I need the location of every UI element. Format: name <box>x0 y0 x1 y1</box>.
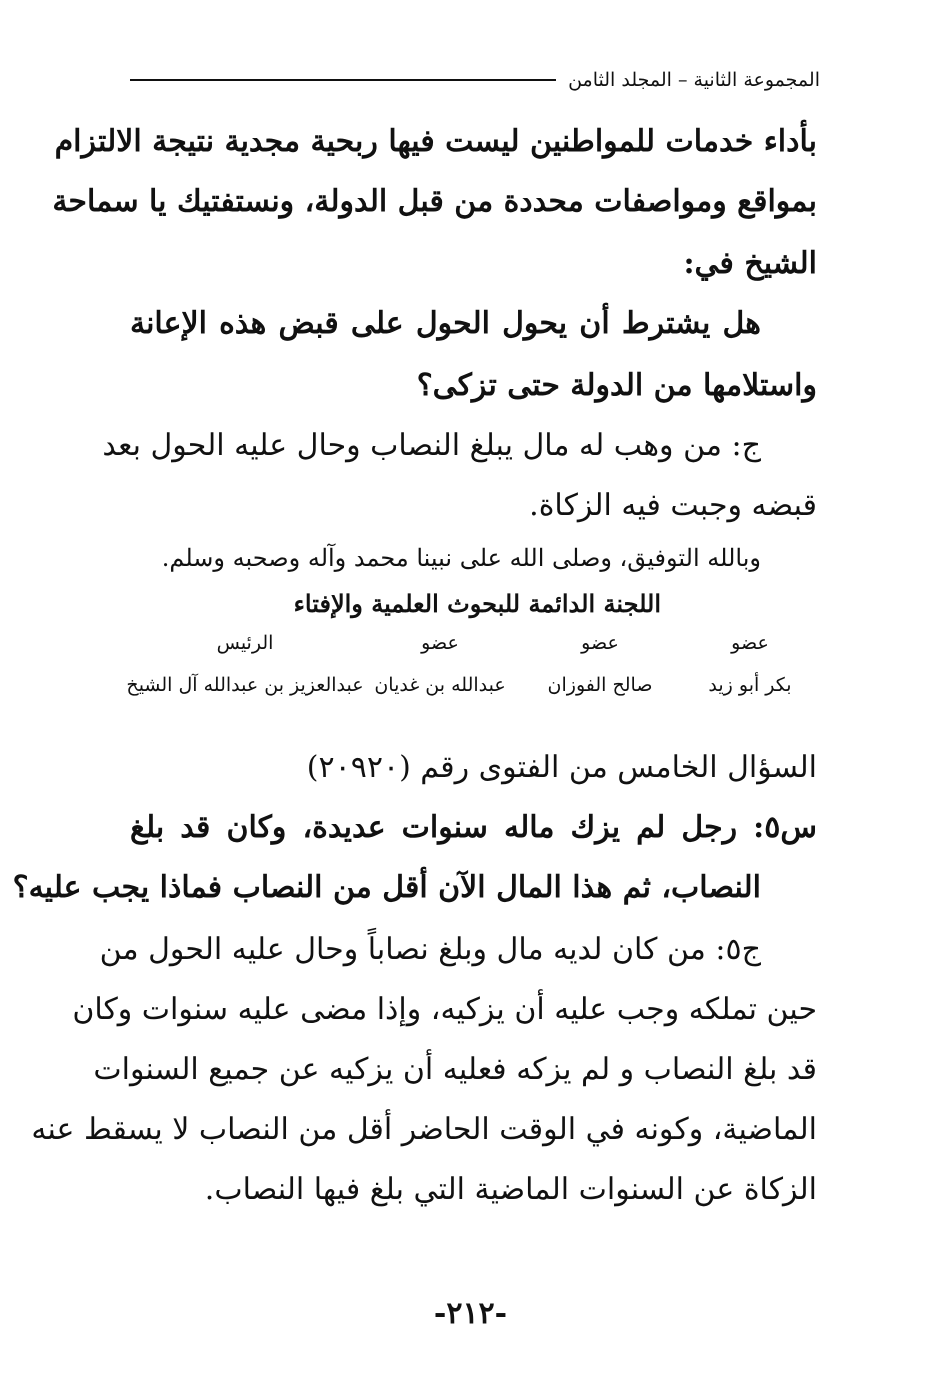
answer5-line-3: قد بلغ النصاب و لم يزكه فعليه أن يزكيه عن جميع السنوات <box>93 1052 817 1087</box>
header-title: المجموعة الثانية – المجلد الثامن <box>568 69 820 91</box>
member-role-2: عضو <box>581 632 619 654</box>
answer5-line-4: الماضية، وكونه في الوقت الحاضر أقل من النصاب لا يسقط عنه <box>31 1112 817 1147</box>
question-line-1: بأداء خدمات للمواطنين ليست فيها ربحية مجدية نتيجة الالتزام <box>54 124 817 159</box>
member-role-3: عضو <box>421 632 459 654</box>
member-name-3: عبدالله بن غديان <box>374 674 506 696</box>
answer5-line-1: ج٥: من كان لديه مال وبلغ نصاباً وحال عليه الحول من <box>99 932 761 967</box>
committee-title: اللجنة الدائمة للبحوث العلمية والإفتاء <box>293 589 661 618</box>
answer5-line-2: حين تملكه وجب عليه أن يزكيه، وإذا مضى عليه سنوات وكان <box>72 992 817 1027</box>
member-role-1: عضو <box>731 632 769 654</box>
fatwa-heading: السؤال الخامس من الفتوى رقم (٢٠٩٢٠) <box>306 750 817 785</box>
question-line-5: واستلامها من الدولة حتى تزكى؟ <box>416 368 817 403</box>
answer-line-1: ج: من وهب له مال يبلغ النصاب وحال عليه الحول بعد <box>102 428 761 463</box>
header-rule <box>130 79 556 81</box>
member-role-4: الرئيس <box>216 632 274 654</box>
question-line-2: بمواقع ومواصفات محددة من قبل الدولة، ونستفتيك يا سماحة <box>52 184 817 219</box>
question-line-3: الشيخ في: <box>683 246 817 281</box>
question5-line-2: النصاب، ثم هذا المال الآن أقل من النصاب فماذا يجب عليه؟ <box>12 870 761 905</box>
closing-line: وبالله التوفيق، وصلى الله على نبينا محمد وآله وصحبه وسلم. <box>161 544 761 572</box>
member-name-4: عبدالعزيز بن عبدالله آل الشيخ <box>126 674 364 696</box>
question-line-4: هل يشترط أن يحول الحول على قبض هذه الإعانة <box>130 306 761 341</box>
answer-line-2: قبضه وجبت فيه الزكاة. <box>529 488 817 523</box>
answer5-line-5: الزكاة عن السنوات الماضية التي بلغ فيها النصاب. <box>204 1172 817 1207</box>
page-number: -٢١٢- <box>433 1296 508 1331</box>
running-header <box>130 60 820 100</box>
member-name-2: صالح الفوزان <box>547 674 653 696</box>
question5-line-1: س٥: رجل لم يزك ماله سنوات عديدة، وكان قد بلغ <box>130 810 817 845</box>
member-name-1: بكر أبو زيد <box>708 674 792 696</box>
